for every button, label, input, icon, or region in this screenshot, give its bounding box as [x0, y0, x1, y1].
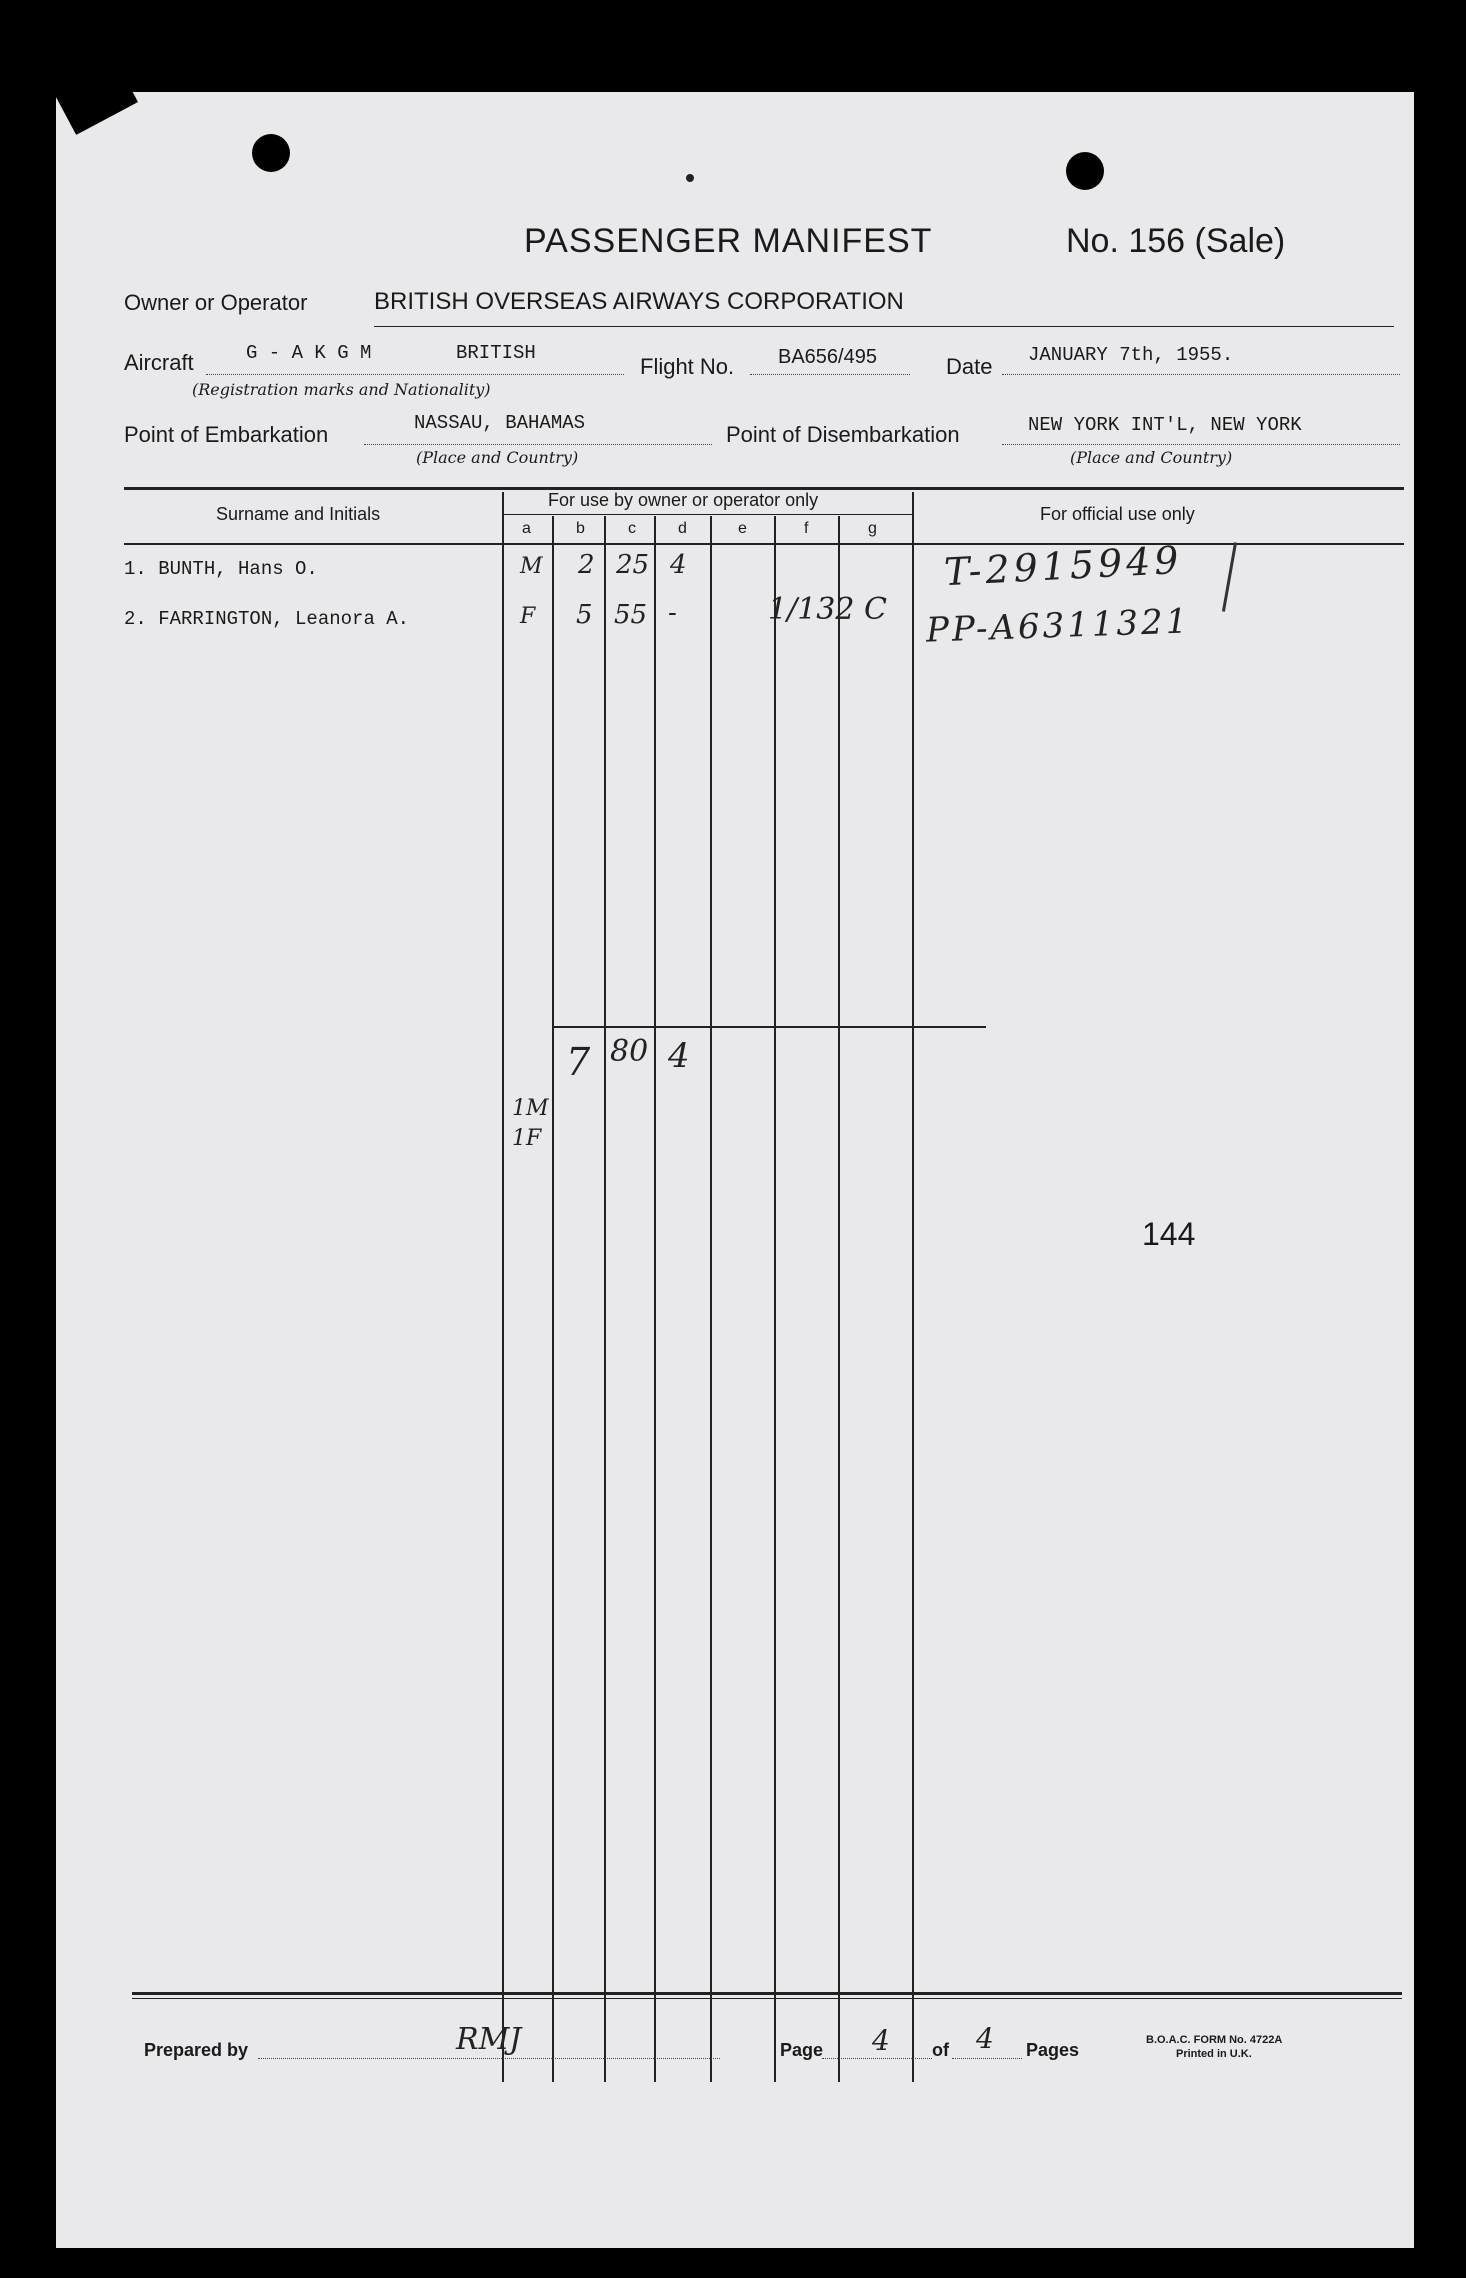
passenger-2-col-c: 55	[614, 600, 648, 630]
passenger-2-official-number: PP-A6311321	[925, 601, 1191, 651]
official-use-header: For official use only	[1040, 504, 1195, 524]
column-divider	[552, 516, 554, 2082]
owner-value: BRITISH OVERSEAS AIRWAYS CORPORATION	[374, 288, 904, 315]
embarkation-dotted-line	[364, 444, 712, 445]
flight-value: BA656/495	[778, 346, 877, 368]
total-col-b: 7	[566, 1040, 591, 1084]
form-number-line2: Printed in U.K.	[1176, 2048, 1252, 2060]
passenger-1-col-c: 25	[616, 550, 650, 580]
column-letter-c: c	[628, 520, 636, 537]
prepared-by-dotted-line	[258, 2058, 720, 2059]
column-divider	[912, 492, 914, 2082]
flight-label: Flight No.	[640, 354, 735, 379]
column-letter-e: e	[738, 520, 747, 537]
owner-label: Owner or Operator	[124, 290, 308, 315]
disembarkation-dotted-line	[1002, 444, 1400, 445]
tally-female: 1F	[512, 1126, 542, 1151]
date-dotted-line	[1002, 374, 1400, 375]
aircraft-label: Aircraft	[124, 350, 194, 375]
column-divider	[710, 516, 712, 2082]
totals-rule	[552, 1026, 986, 1028]
aircraft-note: (Registration marks and Nationality)	[192, 380, 491, 399]
column-letter-f: f	[804, 520, 809, 537]
passenger-2-col-f: 1/132 C	[768, 592, 887, 627]
column-letter-b: b	[576, 520, 585, 537]
passenger-1-col-a: M	[520, 554, 543, 579]
flight-dotted-line	[750, 374, 910, 375]
date-value: JANUARY 7th, 1955.	[1028, 344, 1234, 366]
column-divider	[654, 516, 656, 2082]
torn-corner-mark	[48, 49, 138, 135]
owner-underline	[374, 326, 1394, 327]
aircraft-nationality: BRITISH	[456, 342, 536, 364]
passenger-name-2: 2. FARRINGTON, Leanora A.	[124, 608, 410, 630]
aircraft-dotted-line	[206, 374, 624, 375]
column-divider	[838, 516, 840, 2082]
punch-hole-right	[1066, 152, 1104, 190]
passenger-name-1: 1. BUNTH, Hans O.	[124, 558, 318, 580]
form-number-line1: B.O.A.C. FORM No. 4722A	[1146, 2034, 1283, 2046]
embarkation-value: NASSAU, BAHAMAS	[414, 412, 586, 434]
manifest-title: PASSENGER MANIFEST	[524, 222, 933, 260]
column-letter-g: g	[868, 520, 877, 537]
disembarkation-note: (Place and Country)	[1070, 448, 1233, 467]
surname-header: Surname and Initials	[216, 504, 381, 524]
footer-rule	[132, 1992, 1402, 1995]
page-mark-number: 144	[1142, 1216, 1196, 1252]
passenger-1-col-d: 4	[670, 550, 687, 580]
total-col-c: 80	[610, 1034, 649, 1069]
footer-rule-thin	[132, 1998, 1402, 1999]
of-label: of	[932, 2040, 949, 2060]
punch-hole-left	[252, 134, 290, 172]
passenger-2-col-d: -	[668, 598, 677, 628]
column-divider	[502, 492, 504, 2082]
page-number: 4	[872, 2024, 890, 2057]
passenger-1-official-number: T-2915949	[943, 537, 1184, 595]
embarkation-label: Point of Embarkation	[124, 422, 329, 447]
dot-mark	[686, 174, 694, 182]
pages-label: Pages	[1026, 2040, 1080, 2060]
date-label: Date	[946, 354, 993, 379]
pages-dotted-line	[952, 2058, 1022, 2059]
official-bracket-mark	[1222, 542, 1237, 611]
column-divider	[604, 516, 606, 2082]
owner-subheader-rule	[502, 514, 912, 515]
disembarkation-value: NEW YORK INT'L, NEW YORK	[1028, 414, 1302, 436]
total-pages: 4	[976, 2022, 994, 2055]
passenger-1-col-b: 2	[578, 550, 595, 580]
passenger-2-col-a: F	[520, 604, 536, 629]
aircraft-registration: G - A K G M	[246, 342, 372, 364]
column-letter-a: a	[522, 520, 531, 537]
column-divider	[774, 516, 776, 2082]
disembarkation-label: Point of Disembarkation	[726, 422, 960, 447]
column-letter-d: d	[678, 520, 687, 537]
total-col-d: 4	[668, 1036, 690, 1076]
prepared-by-initials: RMJ	[456, 2022, 522, 2057]
passenger-2-col-b: 5	[576, 600, 593, 630]
embarkation-note: (Place and Country)	[416, 448, 579, 467]
manifest-page	[56, 92, 1414, 2248]
page-dotted-line	[822, 2058, 932, 2059]
prepared-by-label: Prepared by	[144, 2040, 249, 2060]
owner-use-header: For use by owner or operator only	[548, 490, 819, 510]
table-header-rule	[124, 543, 1404, 545]
manifest-number: No. 156 (Sale)	[1066, 222, 1286, 260]
tally-male: 1M	[512, 1096, 549, 1121]
page-label: Page	[780, 2040, 824, 2060]
